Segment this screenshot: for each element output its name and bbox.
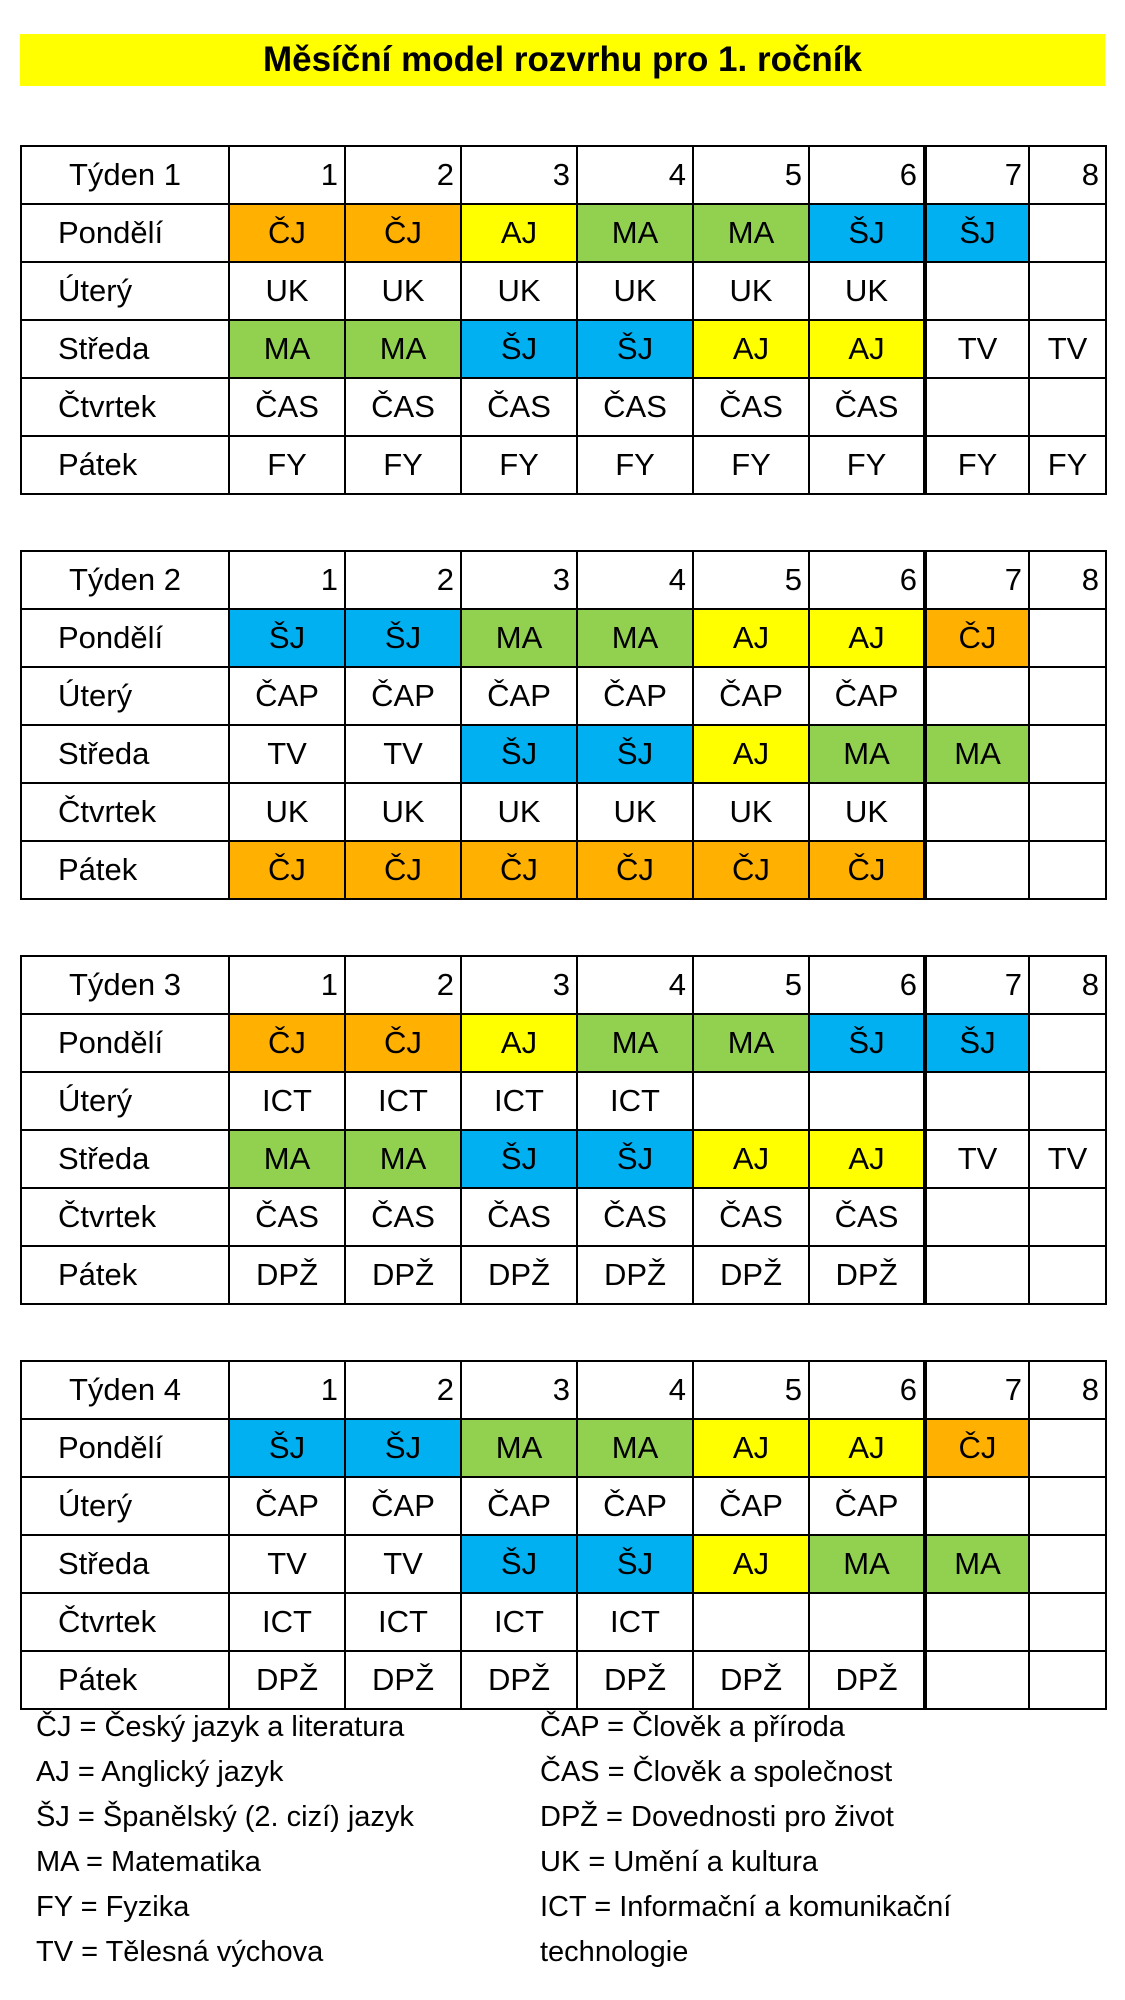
period-number: 7 [925, 1361, 1029, 1419]
lesson-cell: DPŽ [229, 1651, 345, 1709]
lesson-cell [1029, 1477, 1106, 1535]
week-header-row [21, 956, 1106, 1014]
lesson-cell: TV [925, 1130, 1029, 1188]
lesson-cell [1029, 667, 1106, 725]
day-row [21, 378, 1106, 436]
lesson-cell: ICT [461, 1072, 577, 1130]
lesson-cell [1029, 1188, 1106, 1246]
lesson-cell: ČAS [693, 378, 809, 436]
period-number: 7 [925, 956, 1029, 1014]
lesson-cell: DPŽ [577, 1651, 693, 1709]
period-number: 5 [693, 146, 809, 204]
lesson-cell: FY [345, 436, 461, 494]
lesson-cell: DPŽ [345, 1246, 461, 1304]
day-row [21, 1419, 1106, 1477]
period-number: 3 [461, 551, 577, 609]
lesson-cell: ŠJ [345, 609, 461, 667]
lesson-cell: ČJ [229, 204, 345, 262]
lesson-cell: UK [577, 262, 693, 320]
lesson-cell [925, 378, 1029, 436]
lesson-cell: ŠJ [229, 609, 345, 667]
lesson-cell: ŠJ [577, 1130, 693, 1188]
lesson-cell: DPŽ [809, 1246, 925, 1304]
lesson-cell: FY [229, 436, 345, 494]
lesson-cell: ČAP [229, 667, 345, 725]
page-title: Měsíční model rozvrhu pro 1. ročník [20, 34, 1105, 86]
legend-item: ICT = Informační a komunikační technologie [540, 1891, 952, 1968]
lesson-cell [693, 1593, 809, 1651]
lesson-cell [1029, 378, 1106, 436]
lesson-cell: ČAS [809, 1188, 925, 1246]
period-number: 2 [345, 1361, 461, 1419]
lesson-cell: UK [809, 262, 925, 320]
lesson-cell: ŠJ [229, 1419, 345, 1477]
lesson-cell: AJ [461, 1014, 577, 1072]
day-name: Středa [21, 1130, 229, 1188]
day-row [21, 262, 1106, 320]
day-row [21, 609, 1106, 667]
lesson-cell: ČAS [345, 1188, 461, 1246]
lesson-cell: ČAP [461, 667, 577, 725]
lesson-cell: ŠJ [577, 320, 693, 378]
lesson-cell: TV [925, 320, 1029, 378]
lesson-cell [925, 1477, 1029, 1535]
lesson-cell [1029, 783, 1106, 841]
lesson-cell [1029, 1651, 1106, 1709]
day-row [21, 1188, 1106, 1246]
lesson-cell: AJ [693, 320, 809, 378]
lesson-cell: TV [1029, 320, 1106, 378]
lesson-cell: ČAP [693, 667, 809, 725]
lesson-cell: ČAS [577, 1188, 693, 1246]
period-number: 1 [229, 146, 345, 204]
period-number: 3 [461, 956, 577, 1014]
lesson-cell: AJ [693, 725, 809, 783]
lesson-cell [1029, 1014, 1106, 1072]
lesson-cell: ČAS [229, 378, 345, 436]
day-row [21, 1593, 1106, 1651]
day-name: Úterý [21, 667, 229, 725]
lesson-cell: ČJ [345, 204, 461, 262]
lesson-cell: DPŽ [693, 1651, 809, 1709]
week-label: Týden 2 [21, 551, 229, 609]
lesson-cell: ČJ [925, 1419, 1029, 1477]
period-number: 3 [461, 146, 577, 204]
lesson-cell: ŠJ [925, 204, 1029, 262]
day-name: Pondělí [21, 609, 229, 667]
lesson-cell: FY [577, 436, 693, 494]
lesson-cell: ICT [577, 1593, 693, 1651]
lesson-cell: ČAS [577, 378, 693, 436]
lesson-cell: ČJ [345, 1014, 461, 1072]
lesson-cell: MA [461, 609, 577, 667]
day-row [21, 783, 1106, 841]
lesson-cell: ČAP [577, 1477, 693, 1535]
lesson-cell [1029, 1072, 1106, 1130]
lesson-cell: ČAS [809, 378, 925, 436]
period-number: 4 [577, 551, 693, 609]
lesson-cell [925, 783, 1029, 841]
period-number: 5 [693, 956, 809, 1014]
day-row [21, 1072, 1106, 1130]
day-name: Středa [21, 725, 229, 783]
day-row [21, 725, 1106, 783]
lesson-cell: ČJ [925, 609, 1029, 667]
lesson-cell: DPŽ [461, 1246, 577, 1304]
week-header-row [21, 1361, 1106, 1419]
day-row [21, 436, 1106, 494]
period-number: 1 [229, 956, 345, 1014]
day-name: Pondělí [21, 1014, 229, 1072]
lesson-cell: DPŽ [577, 1246, 693, 1304]
lesson-cell: ČJ [809, 841, 925, 899]
legend-item: FY = Fyzika [36, 1891, 190, 1923]
lesson-cell [925, 667, 1029, 725]
period-number: 8 [1029, 956, 1106, 1014]
lesson-cell: DPŽ [461, 1651, 577, 1709]
week-header-row [21, 146, 1106, 204]
day-name: Čtvrtek [21, 1593, 229, 1651]
legend-item: ČAS = Člověk a společnost [540, 1756, 893, 1788]
lesson-cell: UK [229, 783, 345, 841]
lesson-cell [925, 1593, 1029, 1651]
day-row [21, 1477, 1106, 1535]
lesson-cell: ČAP [809, 1477, 925, 1535]
day-name: Úterý [21, 262, 229, 320]
lesson-cell [1029, 1246, 1106, 1304]
lesson-cell: ČAP [345, 1477, 461, 1535]
day-row [21, 1651, 1106, 1709]
day-name: Úterý [21, 1477, 229, 1535]
period-number: 1 [229, 551, 345, 609]
day-name: Čtvrtek [21, 378, 229, 436]
lesson-cell [809, 1072, 925, 1130]
day-row [21, 667, 1106, 725]
period-number: 5 [693, 1361, 809, 1419]
lesson-cell: AJ [809, 320, 925, 378]
day-name: Středa [21, 1535, 229, 1593]
lesson-cell: UK [345, 783, 461, 841]
lesson-cell [693, 1072, 809, 1130]
lesson-cell: UK [229, 262, 345, 320]
legend-item: AJ = Anglický jazyk [36, 1756, 284, 1788]
day-name: Pátek [21, 841, 229, 899]
lesson-cell: ICT [345, 1593, 461, 1651]
lesson-cell: ŠJ [461, 320, 577, 378]
week-table [20, 955, 1107, 1305]
lesson-cell: FY [693, 436, 809, 494]
week-table [20, 1360, 1107, 1710]
lesson-cell: ŠJ [461, 1130, 577, 1188]
lesson-cell: ŠJ [577, 1535, 693, 1593]
lesson-cell [809, 1593, 925, 1651]
lesson-cell: ČJ [577, 841, 693, 899]
period-number: 8 [1029, 146, 1106, 204]
lesson-cell [925, 1651, 1029, 1709]
period-number: 8 [1029, 1361, 1106, 1419]
legend-item: TV = Tělesná výchova [36, 1936, 324, 1968]
lesson-cell: ŠJ [809, 1014, 925, 1072]
lesson-cell: FY [925, 436, 1029, 494]
period-number: 7 [925, 551, 1029, 609]
lesson-cell [1029, 204, 1106, 262]
lesson-cell: UK [693, 783, 809, 841]
lesson-cell: DPŽ [229, 1246, 345, 1304]
legend-item: MA = Matematika [36, 1846, 261, 1878]
lesson-cell: MA [577, 204, 693, 262]
lesson-cell: ČAS [229, 1188, 345, 1246]
lesson-cell: UK [461, 783, 577, 841]
lesson-cell: TV [229, 725, 345, 783]
period-number: 4 [577, 956, 693, 1014]
day-row [21, 204, 1106, 262]
lesson-cell: ICT [345, 1072, 461, 1130]
lesson-cell: ICT [577, 1072, 693, 1130]
lesson-cell: MA [809, 725, 925, 783]
lesson-cell: ČAP [461, 1477, 577, 1535]
lesson-cell: ČAS [345, 378, 461, 436]
lesson-cell: ČAP [345, 667, 461, 725]
day-name: Pondělí [21, 204, 229, 262]
lesson-cell: FY [809, 436, 925, 494]
lesson-cell: AJ [809, 1130, 925, 1188]
lesson-cell: ŠJ [809, 204, 925, 262]
day-name: Středa [21, 320, 229, 378]
lesson-cell: ŠJ [345, 1419, 461, 1477]
lesson-cell: ČJ [229, 841, 345, 899]
lesson-cell: ICT [461, 1593, 577, 1651]
legend-item: DPŽ = Dovednosti pro život [540, 1801, 894, 1833]
period-number: 4 [577, 1361, 693, 1419]
lesson-cell: MA [577, 609, 693, 667]
period-number: 3 [461, 1361, 577, 1419]
legend-item: ČAP = Člověk a příroda [540, 1711, 845, 1743]
day-row [21, 1535, 1106, 1593]
lesson-cell [925, 1246, 1029, 1304]
lesson-cell: FY [461, 436, 577, 494]
legend-item: ČJ = Český jazyk a literatura [36, 1711, 405, 1743]
day-name: Pátek [21, 1651, 229, 1709]
lesson-cell: AJ [693, 1130, 809, 1188]
lesson-cell [1029, 1535, 1106, 1593]
lesson-cell: MA [229, 320, 345, 378]
lesson-cell: UK [461, 262, 577, 320]
lesson-cell [1029, 725, 1106, 783]
lesson-cell: MA [577, 1014, 693, 1072]
lesson-cell: ŠJ [577, 725, 693, 783]
lesson-cell: ČAP [577, 667, 693, 725]
lesson-cell: MA [345, 1130, 461, 1188]
lesson-cell: TV [345, 1535, 461, 1593]
lesson-cell: ŠJ [925, 1014, 1029, 1072]
day-name: Úterý [21, 1072, 229, 1130]
lesson-cell: TV [229, 1535, 345, 1593]
lesson-cell: AJ [461, 204, 577, 262]
lesson-cell: ČAP [229, 1477, 345, 1535]
lesson-cell: ČJ [693, 841, 809, 899]
lesson-cell: MA [925, 1535, 1029, 1593]
lesson-cell: UK [693, 262, 809, 320]
lesson-cell [925, 1072, 1029, 1130]
lesson-cell [1029, 841, 1106, 899]
lesson-cell: ČJ [229, 1014, 345, 1072]
lesson-cell [925, 1188, 1029, 1246]
week-label: Týden 1 [21, 146, 229, 204]
lesson-cell: MA [925, 725, 1029, 783]
lesson-cell: AJ [693, 1419, 809, 1477]
period-number: 2 [345, 551, 461, 609]
period-number: 1 [229, 1361, 345, 1419]
period-number: 6 [809, 1361, 925, 1419]
lesson-cell: ČAS [461, 1188, 577, 1246]
lesson-cell: MA [229, 1130, 345, 1188]
lesson-cell: ICT [229, 1072, 345, 1130]
day-row [21, 1130, 1106, 1188]
lesson-cell: DPŽ [693, 1246, 809, 1304]
lesson-cell: MA [809, 1535, 925, 1593]
lesson-cell: ČAP [809, 667, 925, 725]
legend-item: ŠJ = Španělský (2. cizí) jazyk [36, 1801, 414, 1833]
lesson-cell [1029, 1593, 1106, 1651]
week-label: Týden 3 [21, 956, 229, 1014]
period-number: 2 [345, 146, 461, 204]
week-header-row [21, 551, 1106, 609]
period-number: 8 [1029, 551, 1106, 609]
period-number: 7 [925, 146, 1029, 204]
lesson-cell: MA [693, 1014, 809, 1072]
legend-item: UK = Umění a kultura [540, 1846, 819, 1878]
lesson-cell: FY [1029, 436, 1106, 494]
period-number: 5 [693, 551, 809, 609]
day-name: Pátek [21, 1246, 229, 1304]
lesson-cell: AJ [809, 1419, 925, 1477]
lesson-cell: DPŽ [345, 1651, 461, 1709]
lesson-cell: ŠJ [461, 725, 577, 783]
day-row [21, 1014, 1106, 1072]
period-number: 6 [809, 551, 925, 609]
lesson-cell: MA [461, 1419, 577, 1477]
day-row [21, 841, 1106, 899]
lesson-cell [1029, 609, 1106, 667]
lesson-cell [925, 841, 1029, 899]
lesson-cell: UK [345, 262, 461, 320]
lesson-cell: AJ [693, 609, 809, 667]
lesson-cell: ŠJ [461, 1535, 577, 1593]
lesson-cell: MA [577, 1419, 693, 1477]
day-name: Čtvrtek [21, 1188, 229, 1246]
lesson-cell: AJ [809, 609, 925, 667]
lesson-cell [1029, 262, 1106, 320]
week-table [20, 550, 1107, 900]
lesson-cell: ČJ [461, 841, 577, 899]
day-row [21, 1246, 1106, 1304]
legend-column-right [540, 1705, 1060, 1975]
day-name: Pátek [21, 436, 229, 494]
lesson-cell: UK [577, 783, 693, 841]
period-number: 6 [809, 146, 925, 204]
day-row [21, 320, 1106, 378]
lesson-cell: ČAS [693, 1188, 809, 1246]
day-name: Čtvrtek [21, 783, 229, 841]
lesson-cell: MA [345, 320, 461, 378]
lesson-cell: ČJ [345, 841, 461, 899]
lesson-cell [925, 262, 1029, 320]
week-table [20, 145, 1107, 495]
period-number: 4 [577, 146, 693, 204]
period-number: 6 [809, 956, 925, 1014]
period-number: 2 [345, 956, 461, 1014]
lesson-cell: DPŽ [809, 1651, 925, 1709]
week-label: Týden 4 [21, 1361, 229, 1419]
lesson-cell: TV [345, 725, 461, 783]
lesson-cell: TV [1029, 1130, 1106, 1188]
lesson-cell: UK [809, 783, 925, 841]
lesson-cell: ČAP [693, 1477, 809, 1535]
legend-column-left [36, 1705, 516, 1975]
lesson-cell [1029, 1419, 1106, 1477]
lesson-cell: ICT [229, 1593, 345, 1651]
day-name: Pondělí [21, 1419, 229, 1477]
lesson-cell: ČAS [461, 378, 577, 436]
lesson-cell: AJ [693, 1535, 809, 1593]
lesson-cell: MA [693, 204, 809, 262]
